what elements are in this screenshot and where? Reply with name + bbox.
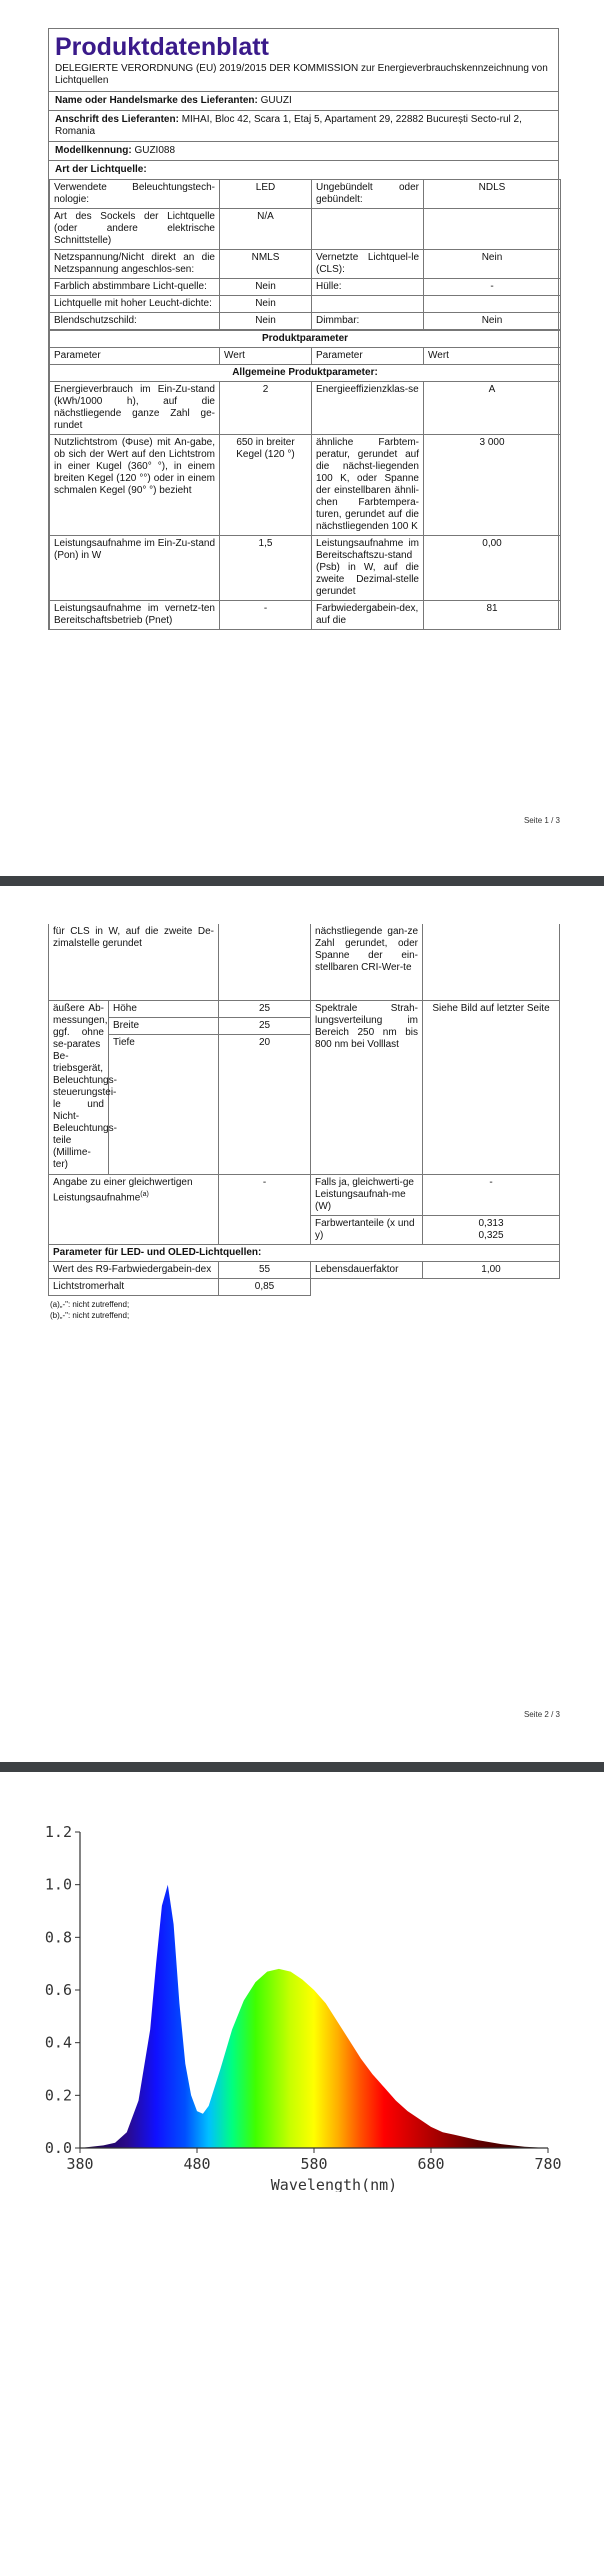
spectrum-chart (0, 1812, 604, 2192)
model-value: GUZI088 (134, 145, 176, 156)
col-param-1: Parameter (50, 348, 220, 365)
supplier-address-label: Anschrift des Lieferanten: (55, 114, 179, 125)
col-value-2: Wert (424, 348, 561, 365)
param-label-right: Leistungsaufnahme im Bereitschaftszu-stand (Psb) in W, auf die zweite Dezimal-stelle gerundet (312, 536, 424, 601)
type-value-right: - (424, 279, 561, 296)
general-params-title: Allgemeine Produktparameter: (50, 365, 561, 382)
page-number-2: Seite 2 / 3 (523, 1710, 560, 1719)
equiv-right-value: - (423, 1174, 560, 1215)
x-axis-label: Wavelength(nm) (270, 2176, 398, 2192)
y-tick-label: 0.8 (44, 1928, 72, 1947)
datasheet-page-2 (48, 924, 559, 1321)
col-value-1: Wert (220, 348, 312, 365)
type-label-left: Farblich abstimmbare Licht-quelle: (50, 279, 220, 296)
x-tick-label: 480 (183, 2155, 211, 2173)
page-3 (0, 1772, 604, 2560)
type-value-left: Nein (220, 296, 312, 313)
type-label-left: Lichtquelle mit hoher Leucht-dichte: (50, 296, 220, 313)
type-value-right: Nein (424, 250, 561, 279)
cont-empty-right (423, 924, 560, 1000)
light-type-label: Art der Lichtquelle: (55, 164, 147, 175)
type-label-right: Hülle: (312, 279, 424, 296)
r9-label: Wert des R9-Farbwiedergabein-dex (49, 1261, 219, 1278)
page-number-1: Seite 1 / 3 (523, 816, 560, 825)
param-value-right: 0,00 (424, 536, 561, 601)
flux-empty-2 (423, 1278, 560, 1295)
equiv-label: Angabe zu einer gleichwertigen Leistungsaufnahme (53, 1176, 193, 1203)
supplier-address: MIHAI, Bloc 42, Scara 1, Etaj 5, Apartament 29, 22882 București Secto-rul 2, Romania (55, 114, 522, 137)
document-title: Produktdatenblatt (55, 33, 269, 61)
page-separator-2 (0, 1762, 604, 1772)
x-tick-label: 580 (300, 2155, 328, 2173)
type-label-left: Art des Sockels der Lichtquelle (oder andere elektrische Schnittstelle) (50, 209, 220, 250)
dim-name-depth: Tiefe (109, 1034, 219, 1174)
light-type-row (50, 279, 561, 296)
lifetime-label: Lebensdauerfaktor (311, 1261, 423, 1278)
param-value-left: 1,5 (220, 536, 312, 601)
type-value-left: LED (220, 180, 312, 209)
product-params-table (49, 330, 561, 630)
y-tick-label: 0.2 (44, 2086, 72, 2105)
product-params-title: Produktparameter (50, 331, 561, 348)
y-tick-label: 0.4 (44, 2033, 72, 2052)
equiv-right-label: Falls ja, gleichwerti-ge Leistungsaufnah-me (W) (311, 1174, 423, 1215)
y-tick-label: 1.0 (44, 1875, 72, 1894)
type-value-left: Nein (220, 313, 312, 330)
spectral-label: Spektrale Strah-lungsverteilung im Bereich 250 nm bis 800 nm bei Volllast (311, 1000, 423, 1174)
light-type-row (50, 296, 561, 313)
type-value-left: NMLS (220, 250, 312, 279)
type-label-left: Blendschutzschild: (50, 313, 220, 330)
type-value-right: Nein (424, 313, 561, 330)
type-label-right (312, 209, 424, 250)
type-label-left: Verwendete Beleuchtungstech-nologie: (50, 180, 220, 209)
dim-name-width: Breite (109, 1017, 219, 1034)
param-label-left: Leistungsaufnahme im vernetz-ten Bereitschaftsbetrieb (Pnet) (50, 601, 220, 630)
param-row (50, 601, 561, 630)
param-row (50, 536, 561, 601)
type-value-right: NDLS (424, 180, 561, 209)
cont-empty-value (219, 924, 311, 1000)
type-value-right (424, 209, 561, 250)
supplier-name-row (49, 91, 558, 110)
datasheet-page-1 (48, 28, 559, 630)
dim-value-height: 25 (219, 1000, 311, 1017)
type-value-left: N/A (220, 209, 312, 250)
type-label-right: Vernetzte Lichtquel-le (CLS): (312, 250, 424, 279)
page2-table (48, 924, 560, 1296)
dim-name-height: Höhe (109, 1000, 219, 1017)
page-separator-1 (0, 876, 604, 886)
param-value-left: - (220, 601, 312, 630)
cont-right: nächstliegende gan-ze Zahl gerundet, oder Spanne der ein-stellbaren CRI-Wer-te (311, 924, 423, 1000)
spectral-value: Siehe Bild auf letzter Seite (423, 1000, 560, 1174)
y-tick-label: 0.0 (44, 2139, 72, 2157)
led-params-title: Parameter für LED- und OLED-Lichtquellen: (49, 1244, 560, 1261)
param-row (50, 435, 561, 536)
supplier-name-label: Name oder Handelsmarke des Lieferanten: (55, 95, 258, 106)
param-label-right: Energieeffizienzklas-se (312, 382, 424, 435)
flux-label: Lichtstromerhalt (49, 1278, 219, 1295)
x-tick-label: 680 (417, 2155, 445, 2173)
equiv-value: - (219, 1174, 311, 1244)
x-tick-label: 380 (66, 2155, 94, 2173)
type-label-right: Ungebündelt oder gebündelt: (312, 180, 424, 209)
y-tick-label: 1.2 (44, 1823, 72, 1841)
footnote-a: (a)„-": nicht zutreffend; (50, 1299, 130, 1309)
dim-value-width: 25 (219, 1017, 311, 1034)
r9-value: 55 (219, 1261, 311, 1278)
col-param-2: Parameter (312, 348, 424, 365)
type-label-left: Netzspannung/Nicht direkt an die Netzspannung angeschlos-sen: (50, 250, 220, 279)
param-value-left: 2 (220, 382, 312, 435)
supplier-address-row (49, 110, 558, 141)
param-value-right: A (424, 382, 561, 435)
spectrum-area (80, 1885, 548, 2148)
equiv-sup: (a) (140, 1190, 149, 1198)
flux-value: 0,85 (219, 1278, 311, 1295)
param-label-left: Energieverbrauch im Ein-Zu-stand (kWh/1000 h), auf die nächstliegende ganze Zahl ge-rundet (50, 382, 220, 435)
param-label-right: ähnliche Farbtem-peratur, gerundet auf die nächst-liegenden 100 K, oder Spanne der einstellbaren ähnli-chen Farbtempera-turen, gerundet auf die nächstliegenden 100 K (312, 435, 424, 536)
cont-left: für CLS in W, auf die zweite De-zimalstelle gerundet (49, 924, 219, 1000)
param-label-left: Leistungsaufnahme im Ein-Zu-stand (Pon) in W (50, 536, 220, 601)
type-label-right: Dimmbar: (312, 313, 424, 330)
dims-label: äußere Ab-messungen, ggf. ohne se-parates Be-triebsgerät, Beleuchtungs-steuerungstei-le und Nicht-Beleuchtungs-teile (Millime-ter) (49, 1000, 109, 1174)
chroma-x: 0,313 (478, 1217, 504, 1229)
page-1 (0, 0, 604, 875)
chroma-y: 0,325 (478, 1229, 504, 1241)
y-tick-label: 0.6 (44, 1981, 72, 1999)
footnote-b: (b)„-": nicht zutreffend; (50, 1310, 130, 1320)
light-type-header (49, 160, 558, 179)
chroma-values (423, 1215, 560, 1244)
dim-value-depth: 20 (219, 1034, 311, 1174)
model-label: Modellkennung: (55, 145, 132, 156)
document-subtitle: DELEGIERTE VERORDNUNG (EU) 2019/2015 DER KOMMISSION zur Energieverbrauchskennzeichnung von Lichtquellen (55, 63, 548, 86)
light-type-row (50, 250, 561, 279)
param-value-right: 3 000 (424, 435, 561, 536)
param-value-left: 650 in breiter Kegel (120 °) (220, 435, 312, 536)
param-row (50, 382, 561, 435)
light-type-row (50, 180, 561, 209)
model-row (49, 141, 558, 160)
equiv-cell (49, 1174, 219, 1244)
param-label-left: Nutzlichtstrom (Φuse) mit An-gabe, ob sich der Wert auf den Lichtstrom in einer Kugel (360° °), in einem breiten Kegel (120 °°) oder in einem schmalen Kegel (90° °) bezieht (50, 435, 220, 536)
light-type-table (49, 179, 561, 330)
type-label-right (312, 296, 424, 313)
chroma-label: Farbwertanteile (x und y) (311, 1215, 423, 1244)
flux-empty-1 (311, 1278, 423, 1295)
type-value-right (424, 296, 561, 313)
x-tick-label: 780 (534, 2155, 562, 2173)
light-type-row (50, 313, 561, 330)
type-value-left: Nein (220, 279, 312, 296)
light-type-row (50, 209, 561, 250)
supplier-name: GUUZI (260, 95, 292, 106)
param-label-right: Farbwiedergabein-dex, auf die (312, 601, 424, 630)
param-value-right: 81 (424, 601, 561, 630)
page-2 (0, 886, 604, 1760)
lifetime-value: 1,00 (423, 1261, 560, 1278)
